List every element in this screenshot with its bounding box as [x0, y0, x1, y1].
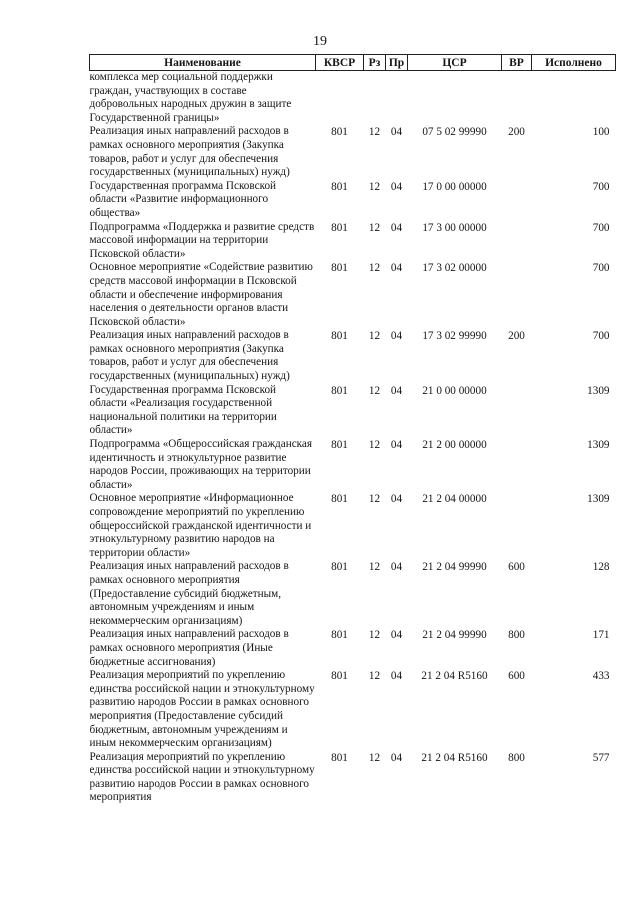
table-row: [90, 628, 616, 669]
table-row: [90, 329, 616, 383]
row-csr: 07 5 02 99990: [422, 126, 487, 139]
table-row: [90, 125, 616, 179]
row-csr: [408, 71, 502, 126]
row-rz: 12: [368, 180, 381, 193]
row-pr: 04: [390, 126, 403, 139]
row-csr: 21 2 00 00000: [422, 439, 487, 452]
row-amount: 1309: [587, 384, 610, 397]
header-amount: Исполнено: [532, 55, 616, 71]
row-vr: [502, 261, 532, 329]
row-pr: 04: [390, 384, 403, 397]
row-kvsr: 801: [331, 384, 348, 397]
row-csr: 21 0 00 00000: [422, 384, 487, 397]
row-amount: 433: [592, 670, 610, 683]
table-body: [90, 71, 616, 806]
row-name: Реализация иных направлений расходов в рамках основного мероприятия (Предоставление субсидий бюджетным, автономным учреждениям и иным некоммерческим организациям): [89, 560, 289, 627]
row-pr: 04: [390, 751, 403, 764]
row-vr: 200: [508, 126, 525, 139]
row-pr: 04: [390, 670, 403, 683]
row-rz: 12: [368, 493, 381, 506]
row-kvsr: 801: [331, 751, 348, 764]
row-amount: 1309: [587, 439, 610, 452]
row-amount: 100: [592, 126, 610, 139]
row-name: Основное мероприятие «Содействие развитию средств массовой информации в Псковской области и обеспечение информирования населения о деятельности органов власти Псковской области»: [89, 261, 313, 328]
row-name: Реализация мероприятий по укреплению единства российской нации и этнокультурному развитию народов России в рамках основного мероприятия (Предоставление субсидий бюджетным, автономным учреждениям и иным некоммерческим организациям): [89, 669, 315, 750]
row-kvsr: [316, 71, 364, 126]
row-kvsr: 801: [331, 439, 348, 452]
row-kvsr: 801: [331, 561, 348, 574]
row-vr: [502, 384, 532, 438]
row-vr: 800: [508, 751, 525, 764]
row-csr: 21 2 04 99990: [422, 561, 487, 574]
table-row: [90, 438, 616, 492]
row-vr: [502, 71, 532, 126]
row-name: Реализация иных направлений расходов в рамках основного мероприятия (Закупка товаров, работ и услуг для обеспечения государственных (муниципальных) нужд): [89, 329, 290, 383]
row-name: Реализация иных направлений расходов в рамках основного мероприятия (Иные бюджетные ассигнования): [89, 628, 289, 668]
row-pr: 04: [390, 629, 403, 642]
row-name: Реализация мероприятий по укреплению единства российской нации и этнокультурному развитию народов России в рамках основного мероприятия: [89, 750, 315, 804]
header-rz: Рз: [364, 55, 386, 71]
row-pr: [386, 71, 408, 126]
header-csr: ЦСР: [408, 55, 502, 71]
row-amount: 171: [592, 629, 610, 642]
row-vr: 800: [508, 629, 525, 642]
header-vr: ВР: [502, 55, 532, 71]
table-header: [90, 55, 616, 71]
row-csr: 21 2 04 R5160: [421, 670, 488, 683]
table-row: [90, 261, 616, 329]
row-kvsr: 801: [331, 126, 348, 139]
row-amount: 700: [592, 262, 610, 275]
row-kvsr: 801: [331, 670, 348, 683]
row-pr: 04: [390, 180, 403, 193]
table-row: [90, 560, 616, 628]
row-amount: 128: [592, 561, 610, 574]
row-kvsr: 801: [331, 330, 348, 343]
row-csr: 17 3 00 00000: [422, 221, 487, 234]
row-name: Реализация иных направлений расходов в рамках основного мероприятия (Закупка товаров, работ и услуг для обеспечения государственных (муниципальных) нужд): [89, 125, 290, 179]
table-row: [90, 71, 616, 126]
header-name: Наименование: [90, 55, 316, 71]
row-name: Подпрограмма «Поддержка и развитие средств массовой информации на территории Псковской области»: [89, 220, 315, 260]
row-amount: 1309: [587, 493, 610, 506]
row-rz: 12: [368, 384, 381, 397]
budget-table: [89, 54, 616, 805]
row-name: Государственная программа Псковской области «Развитие информационного общества»: [89, 179, 277, 219]
table-row: [90, 492, 616, 560]
row-kvsr: 801: [331, 493, 348, 506]
header-row: [90, 55, 616, 71]
table-row: [90, 221, 616, 262]
row-csr: 17 3 02 99990: [422, 330, 487, 343]
row-csr: 17 3 02 00000: [422, 262, 487, 275]
row-name: Подпрограмма «Общероссийская гражданская идентичность и этнокультурное развитие народов России, проживающих на территории области»: [89, 438, 313, 491]
row-rz: 12: [368, 439, 381, 452]
row-vr: 600: [508, 670, 525, 683]
row-amount: 700: [592, 180, 610, 193]
row-rz: 12: [368, 670, 381, 683]
row-rz: 12: [368, 561, 381, 574]
row-rz: 12: [368, 629, 381, 642]
row-pr: 04: [390, 439, 403, 452]
header-kvsr: КВСР: [316, 55, 364, 71]
row-csr: 17 0 00 00000: [422, 180, 487, 193]
row-kvsr: 801: [331, 180, 348, 193]
row-rz: 12: [368, 262, 381, 275]
table-row: [90, 384, 616, 438]
row-amount: 577: [592, 751, 610, 764]
row-pr: 04: [390, 561, 403, 574]
row-amount: 700: [592, 221, 610, 234]
row-pr: 04: [390, 221, 403, 234]
table-row: [90, 669, 616, 751]
row-rz: 12: [368, 221, 381, 234]
page-number: 19: [313, 34, 327, 49]
row-vr: [502, 221, 532, 262]
row-amount: 700: [592, 330, 610, 343]
row-vr: 600: [508, 561, 525, 574]
row-vr: [502, 492, 532, 560]
header-pr: Пр: [386, 55, 408, 71]
row-rz: 12: [368, 126, 381, 139]
row-csr: 21 2 04 00000: [422, 493, 487, 506]
table-row: [90, 180, 616, 221]
row-csr: 21 2 04 R5160: [421, 751, 488, 764]
table-row: [90, 751, 616, 805]
row-name: комплекса мер социальной поддержки граждан, участвующих в составе добровольных народных дружин в защите Государственной границы»: [89, 71, 292, 124]
row-name: Государственная программа Псковской области «Реализация государственной национальной политики на территории области»: [89, 383, 277, 437]
row-amount: [532, 71, 616, 126]
row-vr: 200: [508, 330, 525, 343]
row-rz: 12: [368, 330, 381, 343]
row-vr: [502, 438, 532, 492]
row-pr: 04: [390, 262, 403, 275]
row-pr: 04: [390, 493, 403, 506]
row-kvsr: 801: [331, 629, 348, 642]
row-kvsr: 801: [331, 221, 348, 234]
row-name: Основное мероприятие «Информационное сопровождение мероприятий по укреплению общероссийской гражданской идентичности и этнокультурному развитию народов на территории области»: [89, 492, 312, 559]
row-vr: [502, 180, 532, 221]
row-rz: 12: [368, 751, 381, 764]
row-csr: 21 2 04 99990: [422, 629, 487, 642]
row-kvsr: 801: [331, 262, 348, 275]
row-pr: 04: [390, 330, 403, 343]
row-rz: [364, 71, 386, 126]
